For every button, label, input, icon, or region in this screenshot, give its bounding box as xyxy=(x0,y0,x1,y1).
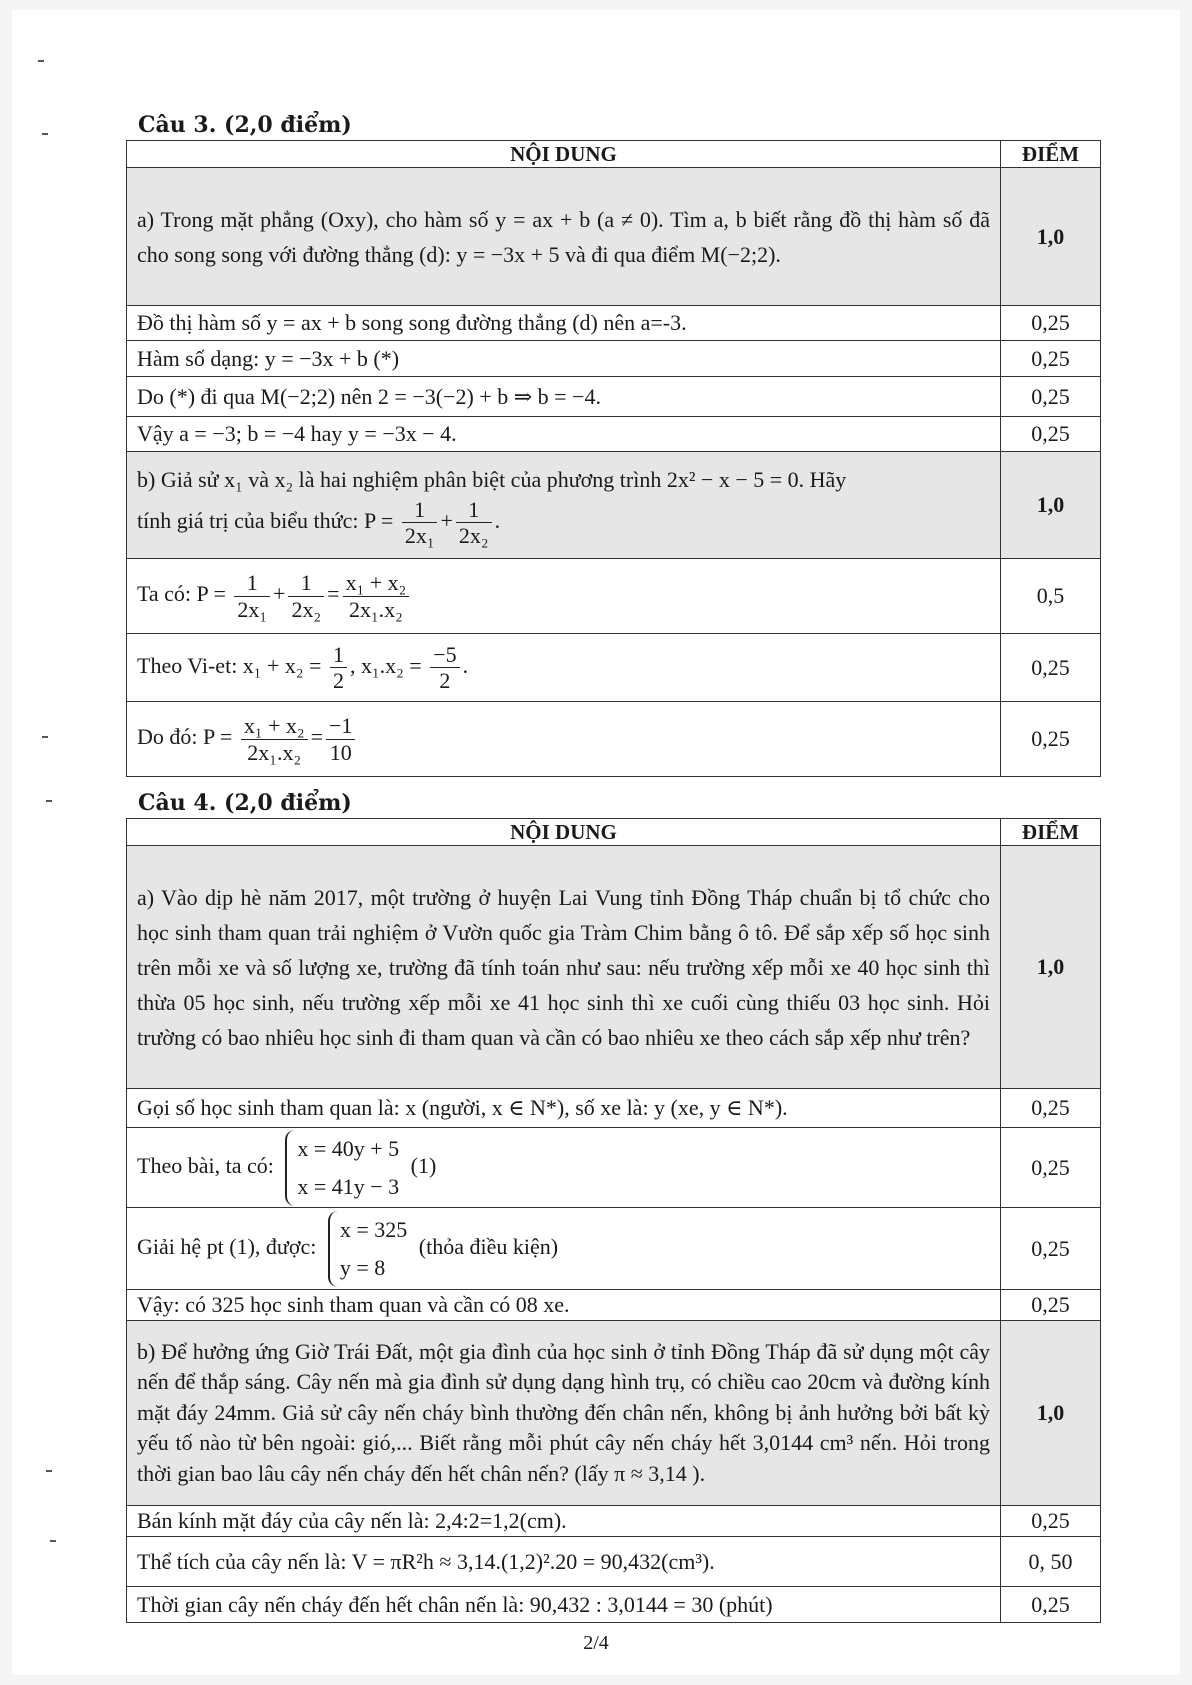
q3b-step-3: Do đó: P = $\frac{\text{x₁ + x₂}}{\text{2x₁.x₂}}$ = $\frac{-1}{10}$ xyxy=(127,702,1001,777)
q3a-step: Vậy a = −3; b = −4 hay y = −3x − 4. xyxy=(127,417,1001,452)
q3-part-b-score: 1,0 xyxy=(1001,452,1101,559)
q3a-step: Đồ thị hàm số y = ax + b song song đường thẳng (d) nên a=-3. xyxy=(127,306,1001,341)
q4a-step-score: 0,25 xyxy=(1001,1128,1101,1208)
q3b-step-2: Theo Vi-et: x₁ + x₂ = $\frac{1}{2}$ , x₁.x₂ = $\frac{-5}{2}$ . xyxy=(127,634,1001,702)
margin-mark xyxy=(42,133,48,135)
q4b-step: Thể tích của cây nến là: V = πR²h ≈ 3,14.(1,2)².20 = 90,432(cm³). xyxy=(127,1537,1001,1587)
q4b-step-score: 0, 50 xyxy=(1001,1537,1101,1587)
question-4-title: Câu 4. (2,0 điểm) xyxy=(138,790,352,816)
q4a-step-3: Giải hệ pt (1), được: x = 325 y = 8 (thỏa điều kiện) xyxy=(127,1208,1001,1290)
q4-part-b-problem: b) Để hưởng ứng Giờ Trái Đất, một gia đình của học sinh ở tỉnh Đồng Tháp đã sử dụng một cây nến để thắp sáng. Cây nến mà gia đình sử dụng dạng hình trụ, có chiều cao 20cm và đường kính mặt đáy 24mm. Giả sử cây nến cháy bình thường đến chân nến, không bị ảnh hưởng bởi bất kỳ yếu tố nào từ bên ngoài: gió,... Biết rằng mỗi phút cây nến cháy hết 3,0144 cm³ nến. Hỏi trong thời gian bao lâu cây nến cháy đến hết chân nến? (lấy π ≈ 3,14 ). xyxy=(127,1321,1001,1506)
q3b-step-score: 0,25 xyxy=(1001,634,1101,702)
q4-part-b-score: 1,0 xyxy=(1001,1321,1101,1506)
q3a-step-score: 0,25 xyxy=(1001,417,1101,452)
q4b-step: Thời gian cây nến cháy đến hết chân nến là: 90,432 : 3,0144 = 30 (phút) xyxy=(127,1587,1001,1623)
q4a-step-2: Theo bài, ta có: x = 40y + 5 x = 41y − 3 (1) xyxy=(127,1128,1001,1208)
q3-part-a-problem: a) Trong mặt phẳng (Oxy), cho hàm số y = ax + b (a ≠ 0). Tìm a, b biết rằng đồ thị hàm số đã cho song song với đường thẳng (d): y = −3x + 5 và đi qua điểm M(−2;2). xyxy=(127,168,1001,306)
q3-part-a-score: 1,0 xyxy=(1001,168,1101,306)
q3a-step-score: 0,25 xyxy=(1001,306,1101,341)
q4b-step-score: 0,25 xyxy=(1001,1587,1101,1623)
margin-mark xyxy=(50,1540,56,1542)
margin-mark xyxy=(38,60,44,62)
fraction: $\frac{1}{\text{2x₁}}$ xyxy=(402,497,438,549)
q3b-text-line2: tính giá trị của biểu thức: P = xyxy=(137,507,394,533)
q3b-step-score: 0,25 xyxy=(1001,702,1101,777)
q3a-step-score: 0,25 xyxy=(1001,377,1101,417)
q4a-step-4: Vậy: có 325 học sinh tham quan và cần có 08 xe. xyxy=(127,1290,1001,1321)
margin-mark xyxy=(46,800,52,802)
q3b-step-1: Ta có: P = $\frac{1}{\text{2x₁}}$ + $\frac{1}{\text{2x₂}}$ = $\frac{\text{x₁ + x₂}}{\text{2x₁.x₂}}$ xyxy=(127,559,1001,634)
q4-part-a-score: 1,0 xyxy=(1001,846,1101,1089)
q4-part-a-problem: a) Vào dịp hè năm 2017, một trường ở huyện Lai Vung tỉnh Đồng Tháp chuẩn bị tổ chức cho học sinh tham quan trải nghiệm ở Vườn quốc gia Tràm Chim bằng ô tô. Để sắp xếp số học sinh trên mỗi xe và số lượng xe, trường đã tính toán như sau: nếu trường xếp mỗi xe 40 học sinh thì thừa 05 học sinh, nếu trường xếp mỗi xe 41 học sinh thì xe cuối cùng thiếu 03 học sinh. Hỏi trường có bao nhiêu học sinh đi tham quan và cần có bao nhiêu xe theo cách sắp xếp như trên? xyxy=(127,846,1001,1089)
page-number: 2/4 xyxy=(583,1632,609,1654)
header-score: ĐIỂM xyxy=(1001,819,1101,846)
q3a-step-score: 0,25 xyxy=(1001,341,1101,377)
q4b-step-score: 0,25 xyxy=(1001,1506,1101,1537)
header-content: NỘI DUNG xyxy=(127,819,1001,846)
q4a-step-score: 0,25 xyxy=(1001,1089,1101,1128)
q3-part-b-problem: b) Giả sử x₁ và x₂ là hai nghiệm phân biệt của phương trình 2x² − x − 5 = 0. Hãy tính giá trị của biểu thức: P = $\frac{1}{\text{2x₁}}$ + $\frac{1}{\text{2x₂}}$ . xyxy=(127,452,1001,559)
q4a-step-1: Gọi số học sinh tham quan là: x (người, x ∈ N*), số xe là: y (xe, y ∈ N*). xyxy=(127,1089,1001,1128)
equation-system: x = 40y + 5 x = 41y − 3 xyxy=(285,1130,399,1206)
header-content: NỘI DUNG xyxy=(127,141,1001,168)
equation-system: x = 325 y = 8 xyxy=(328,1211,407,1287)
q3b-step-score: 0,5 xyxy=(1001,559,1101,634)
q3b-text-line1: b) Giả sử x₁ và x₂ là hai nghiệm phân biệt của phương trình 2x² − x − 5 = 0. Hãy xyxy=(137,466,847,492)
q3a-step: Do (*) đi qua M(−2;2) nên 2 = −3(−2) + b ⇒ b = −4. xyxy=(127,377,1001,417)
q4b-step: Bán kính mặt đáy của cây nến là: 2,4:2=1,2(cm). xyxy=(127,1506,1001,1537)
q4a-step-score: 0,25 xyxy=(1001,1208,1101,1290)
question-3-title: Câu 3. (2,0 điểm) xyxy=(138,112,352,138)
question-3-table xyxy=(126,140,1101,777)
q4a-step-score: 0,25 xyxy=(1001,1290,1101,1321)
margin-mark xyxy=(42,736,48,738)
margin-mark xyxy=(46,1470,52,1472)
header-score: ĐIỂM xyxy=(1001,141,1101,168)
question-4-table xyxy=(126,818,1101,1623)
q3a-step: Hàm số dạng: y = −3x + b (*) xyxy=(127,341,1001,377)
fraction: $\frac{1}{\text{2x₂}}$ xyxy=(456,497,492,549)
